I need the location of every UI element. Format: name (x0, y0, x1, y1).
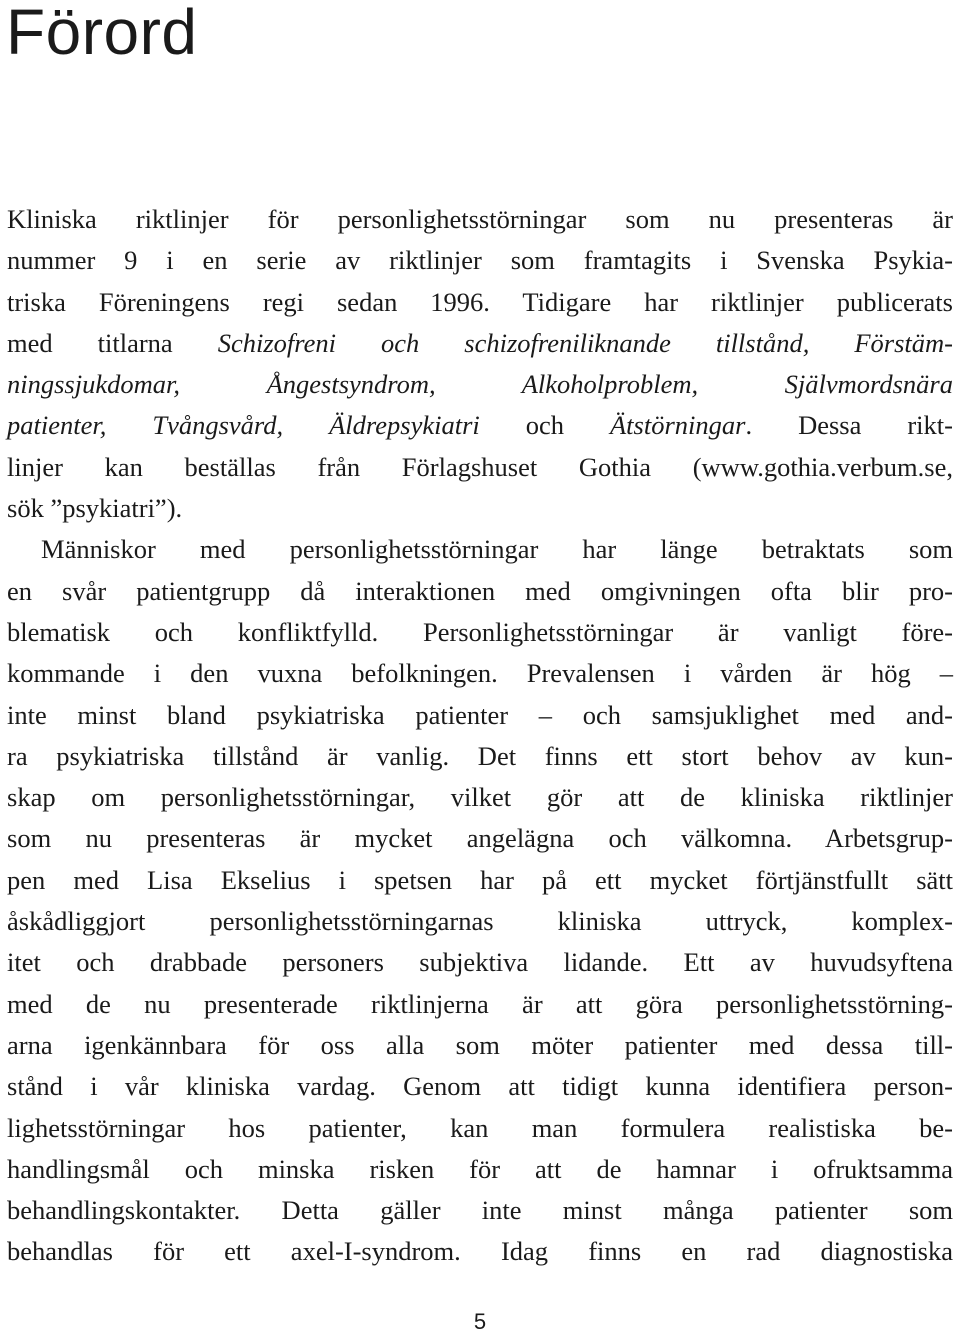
text-line: inte minst bland psykiatriska patienter – och samsjuklighet med and- (7, 699, 953, 730)
text-line: åskådliggjort personlighetsstörningarnas kliniska uttryck, komplex- (7, 906, 953, 937)
text-line: kommande i den vuxna befolkningen. Prevalensen i vården är hög – (7, 658, 953, 689)
text-line: som nu presenteras är mycket angelägna och välkomna. Arbetsgrup- (7, 823, 953, 854)
text-line: pen med Lisa Ekselius i spetsen har på ett mycket förtjänstfullt sätt (7, 864, 953, 895)
italic-book-titles: Schizofreni och schizofreniliknande tillstånd, Förstäm- (217, 327, 954, 358)
text-line: blematisk och konfliktfylld. Personlighetsstörningar är vanligt före- (7, 616, 953, 647)
text-line: lighetsstörningar hos patienter, kan man formulera realistiska be- (7, 1112, 953, 1143)
text-line: sök ”psykiatri”). (7, 493, 183, 524)
text-line: Kliniska riktlinjer för personlighetsstörningar som nu presenteras är (7, 204, 953, 234)
text-line: behandlas för ett axel-I-syndrom. Idag finns en rad diagnostiska (7, 1236, 953, 1267)
text-line: arna igenkännbara för oss alla som möter patienter med dessa till- (7, 1029, 953, 1060)
italic-book-titles: patienter, Tvångsvård, Äldrepsykiatri (7, 410, 480, 441)
text-line: med de nu presenterade riktlinjerna är att göra personlighetsstörning- (7, 988, 953, 1019)
text-line (7, 364, 953, 405)
italic-book-titles: ningssjukdomar, Ångestsyndrom, Alkoholproblem, Självmordsnära (7, 369, 953, 400)
page-number: 5 (473, 1309, 487, 1334)
text-line: linjer kan beställas från Förlagshuset Gothia (www.gothia.verbum.se, (7, 451, 953, 482)
text-line (7, 323, 953, 364)
body-text (7, 199, 953, 1273)
text-line: Människor med personlighetsstörningar har länge betraktats som (41, 534, 953, 565)
text-line: nummer 9 i en serie av riktlinjer som framtagits i Svenska Psykia- (7, 245, 953, 276)
italic-book-titles: Ätstörningar (610, 410, 746, 441)
text-segment: med titlarna (7, 327, 218, 358)
text-line: behandlingskontakter. Detta gäller inte minst många patienter som (7, 1195, 953, 1226)
text-line (7, 405, 953, 446)
text-segment: . Dessa rikt- (745, 410, 953, 441)
text-segment: och (479, 410, 610, 441)
text-line: handlingsmål och minska risken för att de hamnar i ofruktsamma (7, 1153, 953, 1184)
text-line: ra psykiatriska tillstånd är vanlig. Det finns ett stort behov av kun- (7, 740, 953, 771)
text-line: en svår patientgrupp då interaktionen med omgivningen ofta blir pro- (7, 575, 953, 606)
page-title: Förord (6, 0, 198, 68)
text-line: itet och drabbade personers subjektiva lidande. Ett av huvudsyftena (7, 947, 953, 978)
text-line: skap om personlighetsstörningar, vilket gör att de kliniska riktlinjer (7, 782, 953, 813)
text-line: triska Föreningens regi sedan 1996. Tidigare har riktlinjer publicerats (7, 286, 953, 317)
text-line: stånd i vår kliniska vardag. Genom att tidigt kunna identifiera person- (7, 1071, 953, 1102)
